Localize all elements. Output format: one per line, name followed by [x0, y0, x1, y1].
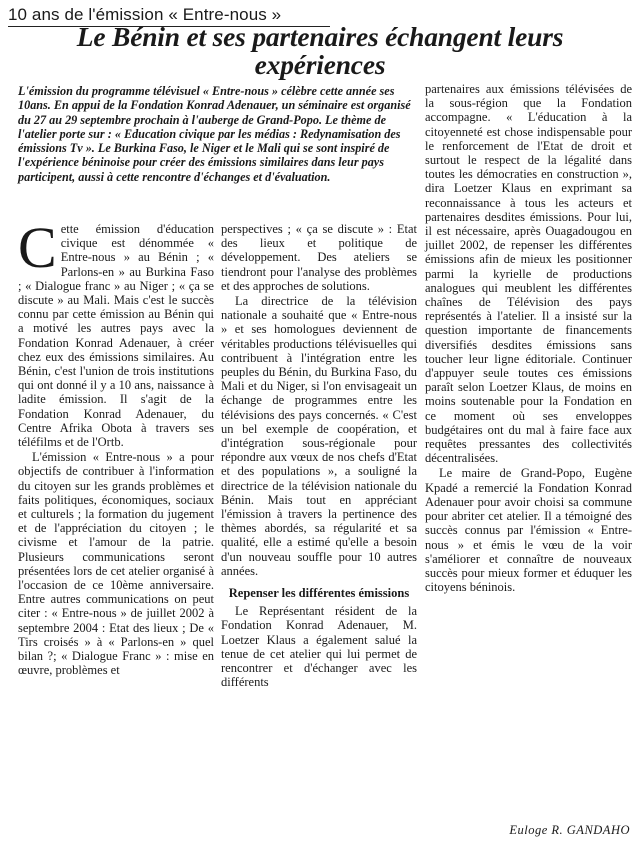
- column-2-paragraph-3: Le Représentant résident de la Fondation Konrad Adenauer, M. Loetzer Klaus a également salué la tenue de cet atelier qui lui permet de rencontrer et d'échanger avec les différents: [221, 604, 417, 690]
- article-lead: L'émission du programme télévisuel « Entre-nous » célèbre cette année ses 10ans. En appui de la Fondation Konrad Adenauer, un séminaire est organisé du 27 au 29 septembre prochain à l'auberge de Grand-Popo. Le thème de l'atelier porte sur : « Education civique par les médias : Redynamisation des émissions Tv ». Le Burkina Faso, le Niger et le Mali qui se sont inspiré de l'expérience béninoise pour créer des émissions similaires dans leur pays participent, aussi à cette rencontre d'échanges et d'évaluation.: [18, 84, 411, 184]
- column-1: [18, 215, 214, 678]
- section-subheading: Repenser les différentes émissions: [228, 586, 410, 601]
- column-3-paragraph-1: partenaires aux émissions télévisées de la sous-région que la Fondation accompagne. « L'éducation à la citoyenneté est chose indispensable pour le renforcement de l'Etat de droit et surtout le respect de la légalité dans toutes les démocraties en construction », dira Loetzer Klaus en exprimant sa reconnaissance à tous les acteurs et partenaires desdites émissions. Pour lui, il est nécessaire, après Ouagadougou en juillet 2002, de repenser les différentes émissions afin de mieux les positionner parmi la kyrielle de productions analogues qui meublent les différentes chaînes de Télévision des pays représentés à l'atelier. Il a insisté sur la question importante de financements diversifiés desdites émissions sans toucher leur ligne éditoriale. Continuer d'appuyer seule toutes ces émissions paraît selon Loetzer Klaus, de moins en moins soutenable pour la Fondation en ce moment où ses enveloppes budgétaires ont du mal à faire face aux requêtes pressantes des collectivités décentralisées.: [425, 82, 632, 466]
- column-3-paragraph-2: Le maire de Grand-Popo, Eugène Kpadé a remercié la Fondation Konrad Adenauer pour avoir choisi sa commune pour abriter cet atelier. Il a témoigné des succès connus par l'émission « Entre-nous » et émis le vœu de la voir s'améliorer et connaître de nouveaux succès pour mieux former et éduquer les citoyens béninois.: [425, 466, 632, 595]
- column-2-paragraph-2: La directrice de la télévision nationale a souhaité que « Entre-nous » et ses homologues deviennent de véritables productions télévisuelles qui contribuent à l'intégration entre les peuples du Bénin, du Burkina Faso, du Mali et du Niger, si l'on envisageait un échange de programmes entre les télévisions des pays concernés. « C'est un bel exemple de coopération, et d'intégration sous-régionale pour répondre aux vœux de nos chefs d'Etat et des populations », a souligné la directrice de la télévision nationale du Bénin. Mais tout en appréciant l'émission à travers la pertinence des thèmes abordés, sa régularité et sa qualité, elle a estimé qu'elle a besoin d'un nouveau souffle pour 10 autres années.: [221, 294, 417, 578]
- column-2-paragraph-1: perspectives ; « ça se discute » : Etat des lieux et politique de développement. Des ateliers se tiendront pour l'analyse des problèmes et des approches de solutions.: [221, 222, 417, 293]
- article-headline: Le Bénin et ses partenaires échangent leurs expériences: [76, 21, 564, 80]
- column-1-paragraph-1: [18, 215, 214, 450]
- column-3: [425, 82, 632, 594]
- article-kicker: 10 ans de l'émission « Entre-nous »: [8, 4, 330, 27]
- column-2: [221, 222, 417, 690]
- column-1-paragraph-1-text: ette émission d'éducation civique est dénommée « Entre-nous » au Bénin ; « Parlons-en » au Burkina Faso ; « Dialogue franc » au Niger ; « ça se discute » au Mali. Mais c'est le succès connu par cette émission au Bénin qui a motivé les autres pays avec la Fondation Konrad Adenauer, à créer chez eux des émissions similaires. Au Bénin, c'est l'union de trois institutions qui ont donné il y a 10 ans, naissance à ladite émission. Il s'agit de la Fondation Konrad Adenauer, du Centre Afrika Obota à travers ses téléfilms et de l'Ortb.: [18, 222, 214, 450]
- author-byline: Euloge R. GANDAHO: [509, 823, 630, 837]
- column-1-paragraph-2: L'émission « Entre-nous » a pour objectifs de contribuer à l'information du citoyen sur les grands problèmes et faits politiques, économiques, sociaux et culturels ; la formation du jugement et de l'appréciation du citoyen ; le civisme et l'amour de la patrie. Plusieurs communications seront présentées lors de cet atelier organisé à l'occasion de ce 10ème anniversaire. Entre autres communications on peut citer : « Entre-nous » de juillet 2002 à septembre 2004 : Etat des lieux ; De « Tirs croisés » à « Parlons-en » quel bilan ?; « Dialogue Franc » : mise en œuvre, problèmes et: [18, 450, 214, 678]
- drop-cap: C: [18, 215, 57, 280]
